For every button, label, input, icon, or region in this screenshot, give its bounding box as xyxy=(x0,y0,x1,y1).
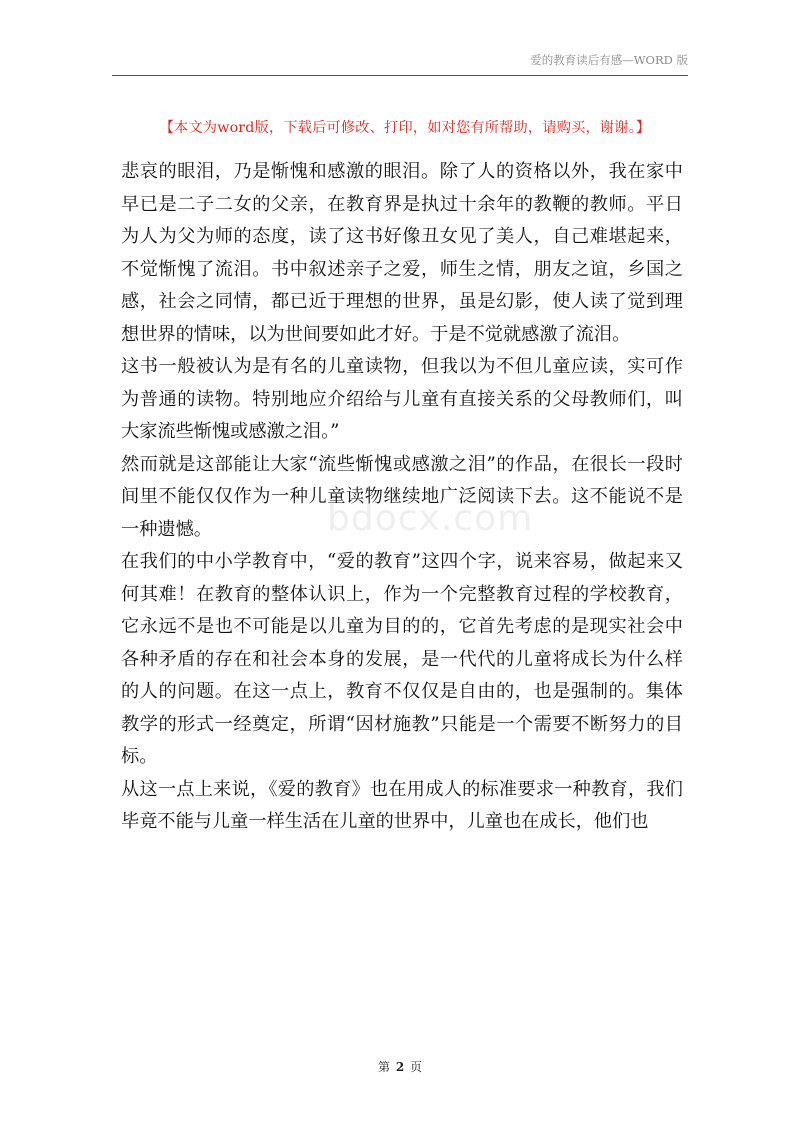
article-body xyxy=(121,156,683,839)
paragraph: 在我们的中小学教育中，“爱的教育”这四个字，说来容易，做起来又何其难！在教育的整体认识上，作为一个完整教育过程的学校教育，它永远不是也不可能是以儿童为目的的，它首先考虑的是现实社会中各种矛盾的存在和社会本身的发展，是一代代的儿童将成长为什么样的人的问题。在这一点上，教育不仅仅是自由的，也是强制的。集体教学的形式一经奠定，所谓“因材施教”只能是一个需要不断努力的目标。 xyxy=(121,551,683,767)
paragraph: 从这一点上来说，《爱的教育》也在用成人的标准要求一种教育，我们毕竟不能与儿童一样生活在儿童的世界中，儿童也在成长，他们也 xyxy=(121,778,683,832)
watermark: bdocx.com xyxy=(327,498,534,539)
running-header: 爱的教育读后有感—WORD 版 xyxy=(530,53,688,67)
paragraph: 这书一般被认为是有名的儿童读物，但我以为不但儿童应读，实可作为普通的读物。特别地应介绍给与儿童有直接关系的父母教师们，叫大家流些惭愧或感激之泪。” xyxy=(121,356,683,442)
page-footer xyxy=(0,1058,800,1075)
download-notice: 【本文为word版，下载后可修改、打印，如对您有所帮助，请购买，谢谢。】 xyxy=(159,120,651,136)
page-prefix: 第 xyxy=(377,1060,390,1074)
page-suffix: 页 xyxy=(410,1060,423,1074)
header-rule xyxy=(112,75,688,76)
paragraph: 然而就是这部能让大家“流些惭愧或感激之泪”的作品，在很长一段时间里不能仅仅作为一种儿童读物继续地广泛阅读下去。这不能说不是一种遗憾。 xyxy=(121,453,683,540)
paragraph: 悲哀的眼泪，乃是惭愧和感激的眼泪。除了人的资格以外，我在家中早已是二子二女的父亲，在教育界是执过十余年的教鞭的教师。平日为人为父为师的态度，读了这书好像丑女见了美人，自己难堪起来，不觉惭愧了流泪。书中叙述亲子之爱，师生之情，朋友之谊，乡国之感，社会之同情，都已近于理想的世界，虽是幻影，使人读了觉到理想世界的情味，以为世间要如此才好。于是不觉就感激了流泪。 xyxy=(121,161,683,345)
page-number: 2 xyxy=(395,1060,405,1074)
